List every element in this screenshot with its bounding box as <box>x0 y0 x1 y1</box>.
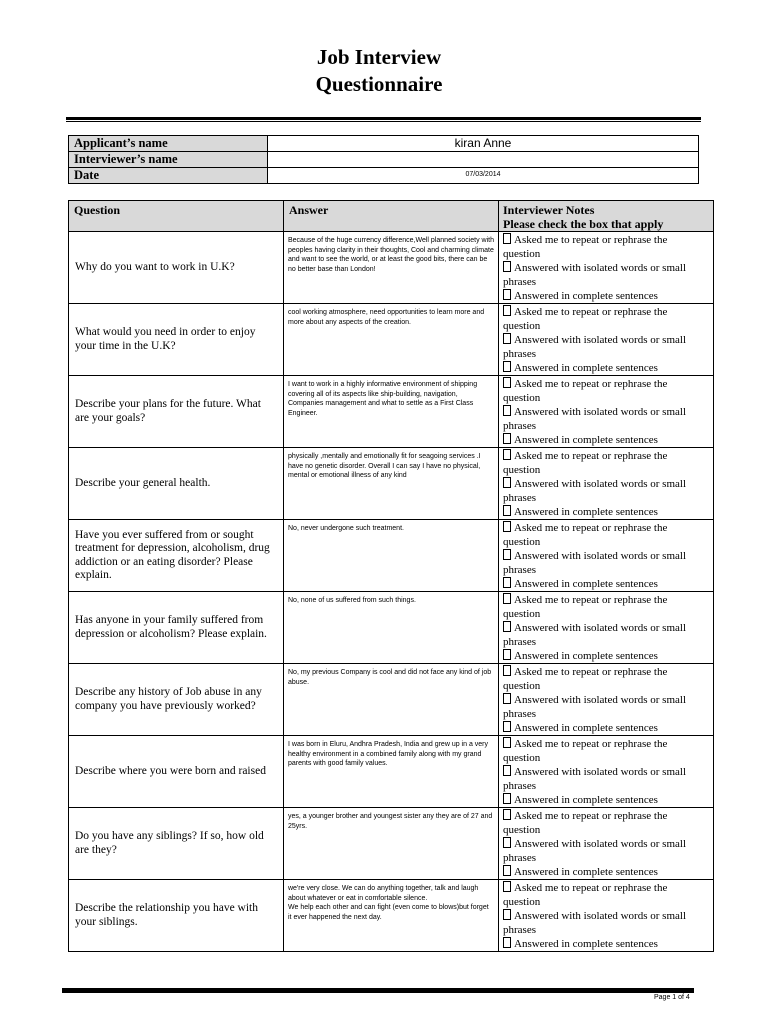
question-row <box>69 232 714 304</box>
option-label: Answered with isolated words or small <box>514 766 686 778</box>
interviewer-notes-cell <box>499 448 714 520</box>
notes-column-header <box>499 201 714 232</box>
option-label: Asked me to repeat or rephrase the <box>514 810 668 822</box>
question-row <box>69 520 714 592</box>
option-label: Asked me to repeat or rephrase the <box>514 666 668 678</box>
option-label: Answered in complete sentences <box>514 938 658 950</box>
option-label-continued: question <box>503 248 541 260</box>
document-title <box>0 44 758 98</box>
option-repeat-rephrase[interactable] <box>503 665 710 693</box>
option-isolated-words[interactable] <box>503 405 710 433</box>
option-label-continued: question <box>503 896 541 908</box>
option-label-continued: phrases <box>503 348 536 360</box>
option-label: Answered in complete sentences <box>514 650 658 662</box>
answer-cell[interactable] <box>284 736 499 808</box>
option-label: Answered with isolated words or small <box>514 478 686 490</box>
answer-cell[interactable] <box>284 880 499 952</box>
title-divider <box>66 117 701 120</box>
question-column-header: Question <box>69 201 284 232</box>
checkbox-icon[interactable] <box>503 521 511 532</box>
interviewer-name-label: Interviewer’s name <box>69 152 268 168</box>
answer-text: No, none of us suffered from such things. <box>288 597 416 604</box>
checkbox-icon[interactable] <box>503 765 511 776</box>
option-label-continued: phrases <box>503 276 536 288</box>
interviewer-notes-cell <box>499 520 714 592</box>
question-text: Describe the relationship you have with your siblings. <box>69 880 284 952</box>
option-label: Asked me to repeat or rephrase the <box>514 450 668 462</box>
answer-text: cool working atmosphere, need opportunities to learn more and more about any aspects of the creation. <box>288 309 485 326</box>
option-repeat-rephrase[interactable] <box>503 305 710 333</box>
checkbox-icon[interactable] <box>503 305 511 316</box>
checkbox-icon[interactable] <box>503 433 511 444</box>
option-complete-sentences[interactable] <box>503 793 710 807</box>
option-isolated-words[interactable] <box>503 621 710 649</box>
option-complete-sentences[interactable] <box>503 721 710 735</box>
option-isolated-words[interactable] <box>503 261 710 289</box>
date-value[interactable]: 07/03/2014 <box>268 168 699 184</box>
checkbox-icon[interactable] <box>503 377 511 388</box>
interviewer-notes-cell <box>499 376 714 448</box>
option-label: Answered in complete sentences <box>514 578 658 590</box>
interviewer-row <box>69 152 699 168</box>
checkbox-icon[interactable] <box>503 693 511 704</box>
checkbox-icon[interactable] <box>503 289 511 300</box>
applicant-info-table <box>68 135 699 184</box>
title-divider-thin <box>66 121 701 122</box>
question-text: Describe where you were born and raised <box>69 736 284 808</box>
option-label-continued: phrases <box>503 780 536 792</box>
option-label-continued: phrases <box>503 924 536 936</box>
interviewer-notes-cell <box>499 736 714 808</box>
question-row <box>69 808 714 880</box>
answer-cell[interactable] <box>284 592 499 664</box>
option-label-continued: question <box>503 464 541 476</box>
option-label-continued: question <box>503 320 541 332</box>
option-label-continued: phrases <box>503 852 536 864</box>
checkbox-icon[interactable] <box>503 649 511 660</box>
option-isolated-words[interactable] <box>503 477 710 505</box>
question-row <box>69 664 714 736</box>
option-repeat-rephrase[interactable] <box>503 233 710 261</box>
question-text: Describe your plans for the future. What are your goals? <box>69 376 284 448</box>
interviewer-notes-cell <box>499 592 714 664</box>
checkbox-icon[interactable] <box>503 737 511 748</box>
checkbox-icon[interactable] <box>503 361 511 372</box>
option-label-continued: phrases <box>503 564 536 576</box>
checkbox-icon[interactable] <box>503 665 511 676</box>
question-row <box>69 304 714 376</box>
applicant-name-value[interactable]: kiran Anne <box>268 136 699 152</box>
option-label-continued: phrases <box>503 708 536 720</box>
option-label: Answered with isolated words or small <box>514 334 686 346</box>
option-label: Answered with isolated words or small <box>514 622 686 634</box>
checkbox-icon[interactable] <box>503 937 511 948</box>
option-label-continued: phrases <box>503 492 536 504</box>
option-label-continued: question <box>503 536 541 548</box>
option-label-continued: question <box>503 824 541 836</box>
option-repeat-rephrase[interactable] <box>503 809 710 837</box>
checkbox-icon[interactable] <box>503 593 511 604</box>
option-complete-sentences[interactable] <box>503 361 710 375</box>
answer-cell[interactable] <box>284 376 499 448</box>
option-label-continued: question <box>503 392 541 404</box>
date-label: Date <box>69 168 268 184</box>
option-repeat-rephrase[interactable] <box>503 593 710 621</box>
checkbox-icon[interactable] <box>503 881 511 892</box>
checkbox-icon[interactable] <box>503 809 511 820</box>
interviewer-notes-cell <box>499 232 714 304</box>
answer-text-continued: We help each other and can fight (even come to blows)but forget it ever happened the next day. <box>288 904 489 921</box>
option-label: Answered in complete sentences <box>514 722 658 734</box>
option-label-continued: phrases <box>503 636 536 648</box>
checkbox-icon[interactable] <box>503 549 511 560</box>
option-complete-sentences[interactable] <box>503 433 710 447</box>
option-repeat-rephrase[interactable] <box>503 881 710 909</box>
answer-text: physically ,mentally and emotionally fit for seagoing services .I have no genetic disorder. Overall I can say I have no physical, mental or emotional illness of any kind <box>288 453 481 479</box>
option-complete-sentences[interactable] <box>503 289 710 303</box>
checkbox-icon[interactable] <box>503 621 511 632</box>
answer-cell[interactable] <box>284 232 499 304</box>
option-isolated-words[interactable] <box>503 693 710 721</box>
option-label: Answered in complete sentences <box>514 434 658 446</box>
checkbox-icon[interactable] <box>503 577 511 588</box>
checkbox-icon[interactable] <box>503 505 511 516</box>
checkbox-icon[interactable] <box>503 233 511 244</box>
applicant-row <box>69 136 699 152</box>
option-label: Answered with isolated words or small <box>514 838 686 850</box>
answer-text: No, never undergone such treatment. <box>288 525 404 532</box>
option-label: Answered in complete sentences <box>514 362 658 374</box>
checkbox-icon[interactable] <box>503 865 511 876</box>
option-label: Answered with isolated words or small <box>514 550 686 562</box>
option-complete-sentences[interactable] <box>503 865 710 879</box>
option-label-continued: phrases <box>503 420 536 432</box>
option-label: Asked me to repeat or rephrase the <box>514 882 668 894</box>
option-label: Asked me to repeat or rephrase the <box>514 522 668 534</box>
title-line-2: Questionnaire <box>315 72 443 96</box>
option-label: Answered with isolated words or small <box>514 262 686 274</box>
question-text: What would you need in order to enjoy your time in the U.K? <box>69 304 284 376</box>
interviewer-notes-cell <box>499 880 714 952</box>
option-isolated-words[interactable] <box>503 549 710 577</box>
question-text: Describe your general health. <box>69 448 284 520</box>
option-label: Answered with isolated words or small <box>514 910 686 922</box>
footer-divider <box>62 988 694 993</box>
date-row <box>69 168 699 184</box>
question-text: Describe any history of Job abuse in any company you have previously worked? <box>69 664 284 736</box>
option-repeat-rephrase[interactable] <box>503 377 710 405</box>
questionnaire-header-row <box>69 201 714 232</box>
question-text: Have you ever suffered from or sought treatment for depression, alcoholism, drug addiction or an eating disorder? Please explain. <box>69 520 284 592</box>
checkbox-icon[interactable] <box>503 793 511 804</box>
checkbox-icon[interactable] <box>503 837 511 848</box>
option-label: Answered in complete sentences <box>514 506 658 518</box>
answer-cell[interactable] <box>284 448 499 520</box>
option-label: Answered in complete sentences <box>514 866 658 878</box>
option-label: Answered in complete sentences <box>514 290 658 302</box>
option-label: Answered with isolated words or small <box>514 406 686 418</box>
option-isolated-words[interactable] <box>503 837 710 865</box>
option-complete-sentences[interactable] <box>503 505 710 519</box>
option-label: Asked me to repeat or rephrase the <box>514 378 668 390</box>
option-repeat-rephrase[interactable] <box>503 521 710 549</box>
option-isolated-words[interactable] <box>503 765 710 793</box>
option-label: Asked me to repeat or rephrase the <box>514 234 668 246</box>
checkbox-icon[interactable] <box>503 721 511 732</box>
option-isolated-words[interactable] <box>503 909 710 937</box>
checkbox-icon[interactable] <box>503 909 511 920</box>
question-text: Has anyone in your family suffered from depression or alcoholism? Please explain. <box>69 592 284 664</box>
applicant-name-label: Applicant’s name <box>69 136 268 152</box>
answer-cell[interactable] <box>284 664 499 736</box>
option-repeat-rephrase[interactable] <box>503 737 710 765</box>
option-complete-sentences[interactable] <box>503 649 710 663</box>
option-label-continued: question <box>503 608 541 620</box>
interviewer-notes-cell <box>499 664 714 736</box>
question-row <box>69 448 714 520</box>
option-label-continued: question <box>503 680 541 692</box>
option-repeat-rephrase[interactable] <box>503 449 710 477</box>
checkbox-icon[interactable] <box>503 449 511 460</box>
title-line-1: Job Interview <box>316 45 442 69</box>
option-label-continued: question <box>503 752 541 764</box>
checkbox-icon[interactable] <box>503 405 511 416</box>
option-label: Answered with isolated words or small <box>514 694 686 706</box>
question-row <box>69 880 714 952</box>
answer-cell[interactable] <box>284 520 499 592</box>
checkbox-icon[interactable] <box>503 477 511 488</box>
answer-text: we're very close. We can do anything together, talk and laugh about whatever or eat in comfortable silence. <box>288 885 479 902</box>
option-label: Asked me to repeat or rephrase the <box>514 738 668 750</box>
checkbox-icon[interactable] <box>503 261 511 272</box>
question-row <box>69 376 714 448</box>
question-text: Why do you want to work in U.K? <box>69 232 284 304</box>
answer-text: I want to work in a highly informative environment of shipping covering all of its aspects like ship-building, navigation, Companies management and what to settle as a First Class Engineer. <box>288 381 478 417</box>
interviewer-notes-cell <box>499 304 714 376</box>
answer-cell[interactable] <box>284 304 499 376</box>
option-label: Asked me to repeat or rephrase the <box>514 594 668 606</box>
option-isolated-words[interactable] <box>503 333 710 361</box>
answer-text: yes, a younger brother and youngest sister any they are of 27 and 25yrs. <box>288 813 493 830</box>
interviewer-notes-cell <box>499 808 714 880</box>
checkbox-icon[interactable] <box>503 333 511 344</box>
question-row <box>69 736 714 808</box>
notes-header-instruction: Please check the box that apply <box>503 217 664 231</box>
interviewer-name-value[interactable] <box>268 152 699 168</box>
questionnaire-table <box>68 200 714 952</box>
option-label: Asked me to repeat or rephrase the <box>514 306 668 318</box>
notes-header-title: Interviewer Notes <box>503 203 595 217</box>
answer-column-header: Answer <box>284 201 499 232</box>
option-label: Answered in complete sentences <box>514 794 658 806</box>
answer-text: No, my previous Company is cool and did not face any kind of job abuse. <box>288 669 492 686</box>
option-complete-sentences[interactable] <box>503 577 710 591</box>
question-row <box>69 592 714 664</box>
answer-text: Because of the huge currency difference,Well planned society with peoples having clarity in their thoughts, Cool and charming climate and want to see the world, or at least the good bits, there can be no better base than London! <box>288 237 494 273</box>
page-number: Page 1 of 4 <box>654 994 690 1001</box>
answer-cell[interactable] <box>284 808 499 880</box>
answer-text: I was born in Eluru, Andhra Pradesh, India and grew up in a very healthy environment in a combined family along with my grand parents with good family values. <box>288 741 489 767</box>
question-text: Do you have any siblings? If so, how old are they? <box>69 808 284 880</box>
questionnaire-body <box>69 232 714 952</box>
option-complete-sentences[interactable] <box>503 937 710 951</box>
